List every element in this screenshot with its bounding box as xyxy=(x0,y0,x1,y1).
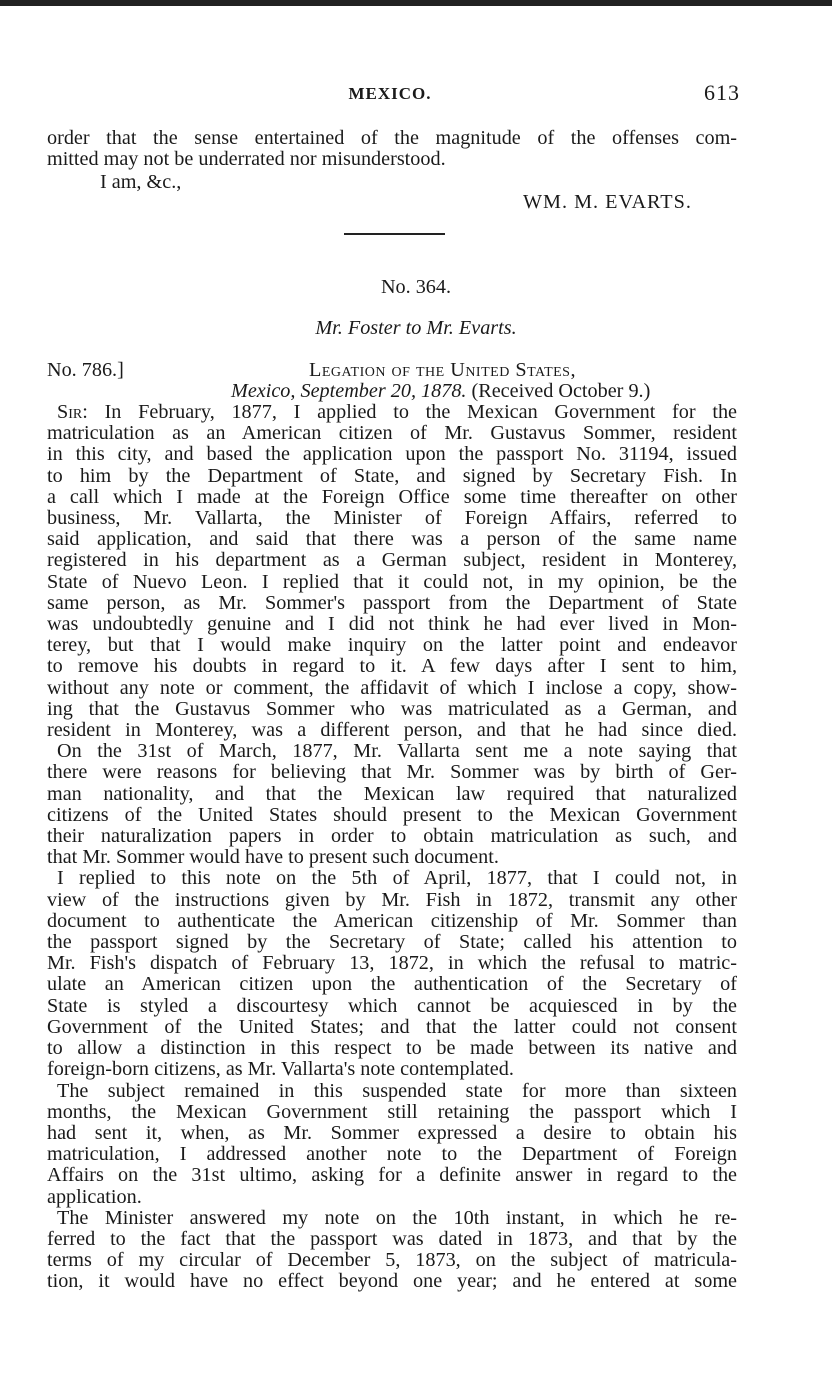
text-line: without any note or comment, the affidavit of which I inclose a copy, show- xyxy=(47,676,737,699)
section-separator xyxy=(344,233,445,235)
text-line: had sent it, when, as Mr. Sommer expressed a desire to obtain his xyxy=(47,1121,737,1144)
running-title: MEXICO. xyxy=(348,84,432,103)
text-line: foreign-born citizens, as Mr. Vallarta's note contemplated. xyxy=(47,1058,514,1081)
text-line: matriculation as an American citizen of Mr. Gustavus Sommer, resident xyxy=(47,422,737,445)
text-line: On the 31st of March, 1877, Mr. Vallarta sent me a note saying that xyxy=(57,740,737,763)
text-line: ing that the Gustavus Sommer who was matriculated as a German, and xyxy=(47,697,737,720)
text-line: Mr. Fish's dispatch of February 13, 1872, in which the refusal to matric- xyxy=(47,952,737,975)
text-line: to remove his doubts in regard to it. A few days after I sent to him, xyxy=(47,655,737,678)
page-number: 613 xyxy=(704,80,740,105)
text-line: The Minister answered my note on the 10th instant, in which he re- xyxy=(57,1206,737,1229)
text-line: terey, but that I would make inquiry on the latter point and endeavor xyxy=(47,634,737,657)
text-line: to allow a distinction in this respect to be made between its native and xyxy=(47,1037,737,1060)
text-line: tion, it would have no effect beyond one year; and he entered at some xyxy=(47,1270,737,1293)
text-line: their naturalization papers in order to obtain matriculation as such, and xyxy=(47,825,737,848)
text-line: Affairs on the 31st ultimo, asking for a definite answer in regard to the xyxy=(47,1164,737,1187)
text-line: view of the instructions given by Mr. Fish in 1872, transmit any other xyxy=(47,888,737,911)
received-date: (Received October 9.) xyxy=(471,380,651,402)
text-line: document to authenticate the American citizenship of Mr. Sommer than xyxy=(47,909,737,932)
running-head xyxy=(40,80,740,112)
place: Mexico, xyxy=(231,380,296,402)
text-line: registered in his department as a German subject, resident in Monterey, xyxy=(47,549,737,572)
text-line: order that the sense entertained of the magnitude of the offenses com- xyxy=(47,127,737,149)
legation-line: Legation of the United States, xyxy=(309,359,577,381)
text-line: months, the Mexican Government still retaining the passport which I xyxy=(47,1100,737,1123)
text-line: that Mr. Sommer would have to present such document. xyxy=(47,846,499,869)
text-line: ulate an American citizen upon the authentication of the Secretary of xyxy=(47,973,737,996)
text-line: matriculation, I addressed another note to the Department of Foreign xyxy=(47,1143,737,1166)
text-line: to him by the Department of State, and signed by Secretary Fish. In xyxy=(47,464,737,487)
text-line: said application, and said that there was a person of the same name xyxy=(47,528,737,551)
text-line: man nationality, and that the Mexican law required that naturalized xyxy=(47,782,737,805)
dispatch-number: No. 786.] xyxy=(47,359,124,381)
text-line: same person, as Mr. Sommer's passport from the Department of State xyxy=(47,591,737,614)
text-line: the passport signed by the Secretary of State; called his attention to xyxy=(47,931,737,954)
document-number: No. 364. xyxy=(380,276,452,298)
text-line: resident in Monterey, was a different person, and that he had since died. xyxy=(47,719,737,742)
top-border-rule xyxy=(0,0,832,6)
salutation-sir: Sir xyxy=(57,401,83,423)
place-date-line xyxy=(231,380,650,403)
text-line: was undoubtedly genuine and I did not think he had ever lived in Mon- xyxy=(47,613,737,636)
text-line: Government of the United States; and that the latter could not consent xyxy=(47,1015,737,1038)
date: September 20, 1878. xyxy=(300,380,467,402)
text-line: The subject remained in this suspended state for more than sixteen xyxy=(57,1079,737,1102)
text-line: a call which I made at the Foreign Office some time thereafter on other xyxy=(47,485,737,508)
text-line: State of Nuevo Leon. I replied that it could not, in my opinion, be the xyxy=(47,570,737,593)
continuation-paragraph xyxy=(47,128,737,170)
text-line: there were reasons for believing that Mr. Sommer was by birth of Ger- xyxy=(47,761,737,784)
text-line: in this city, and based the application upon the passport No. 31194, issued xyxy=(47,443,737,466)
text-line: State is styled a discourtesy which cannot be acquiesced in by the xyxy=(47,994,737,1017)
text-line: I replied to this note on the 5th of April, 1877, that I could not, in xyxy=(57,867,737,890)
text-line: citizens of the United States should present to the Mexican Government xyxy=(47,803,737,826)
text-line: application. xyxy=(47,1185,142,1208)
document-heading: Mr. Foster to Mr. Evarts. xyxy=(315,317,517,339)
signature: WM. M. EVARTS. xyxy=(523,191,692,213)
text-line: terms of my circular of December 5, 1873, on the subject of matricula- xyxy=(47,1249,737,1272)
closing-salutation: I am, &c., xyxy=(100,171,182,193)
text-line: mitted may not be underrated nor misunderstood. xyxy=(47,148,446,171)
text-line: ferred to the fact that the passport was dated in 1873, and that by the xyxy=(47,1227,737,1250)
letter-body xyxy=(47,402,737,1293)
text-line: business, Mr. Vallarta, the Minister of Foreign Affairs, referred to xyxy=(47,507,737,530)
text-line: Sir: In February, 1877, I applied to the Mexican Government for the xyxy=(57,401,737,423)
